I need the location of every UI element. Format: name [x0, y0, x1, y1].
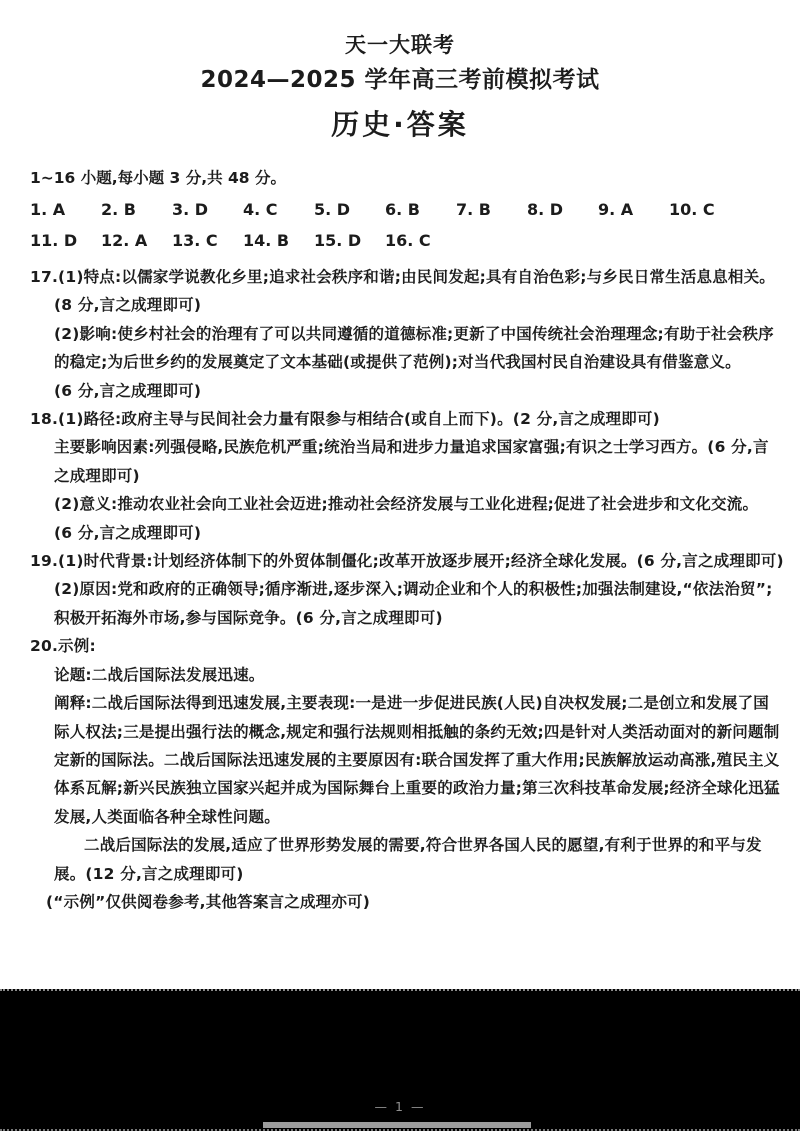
answer-line: 二战后国际法的发展,适应了世界形势发展的需要,符合世界各国人民的愿望,有利于世界的和平与发 — [84, 836, 762, 855]
question-19-answer — [30, 547, 784, 632]
answer-line: 定新的国际法。二战后国际法迅速发展的主要原因有:联合国发挥了重大作用;民族解放运动高涨,殖民主义 — [54, 750, 780, 769]
mc-answer-5: 5. D — [314, 200, 351, 219]
mc-answer-7: 7. B — [456, 200, 491, 219]
answer-line: 发展,人类面临各种全球性问题。 — [54, 807, 280, 826]
mc-answer-16: 16. C — [385, 231, 431, 250]
mc-answer-10: 10. C — [669, 200, 715, 219]
answer-line: 主要影响因素:列强侵略,民族危机严重;统治当局和进步力量追求国家富强;有识之士学习西方。(6 分,言 — [54, 438, 769, 457]
mc-answer-14: 14. B — [243, 231, 290, 250]
scrollbar-thumb[interactable] — [263, 1122, 531, 1128]
mc-answers-row-1 — [30, 200, 780, 220]
answer-line: 积极开拓海外市场,参与国际竞争。(6 分,言之成理即可) — [54, 608, 443, 627]
mc-answer-6: 6. B — [385, 200, 420, 219]
answer-line: 展。(12 分,言之成理即可) — [54, 864, 244, 883]
question-20-answer — [30, 632, 780, 916]
mc-answer-1: 1. A — [30, 200, 66, 219]
mc-answers-row-2 — [30, 231, 780, 251]
free-response-answers — [30, 263, 784, 916]
answer-line: 体系瓦解;新兴民族独立国家兴起并成为国际舞台上重要的政治力量;第三次科技革命发展;经济全球化迅猛 — [54, 779, 780, 798]
mc-scoring-instruction: 1~16 小题,每小题 3 分,共 48 分。 — [30, 169, 286, 187]
answer-line: 之成理即可) — [54, 466, 140, 485]
answer-line: (8 分,言之成理即可) — [54, 296, 202, 315]
mc-answer-2: 2. B — [101, 200, 136, 219]
exam-organization-title: 天一大联考 — [345, 33, 455, 57]
mc-answer-3: 3. D — [172, 200, 209, 219]
answer-line: 论题:二战后国际法发展迅速。 — [54, 665, 265, 684]
mc-answer-13: 13. C — [172, 231, 218, 250]
answer-line: (2)意义:推动农业社会向工业社会迈进;推动社会经济发展与工业化进程;促进了社会进步和文化交流。 — [54, 495, 759, 514]
answer-line: 际人权法;三是提出强行法的概念,规定和强行法规则相抵触的条约无效;四是针对人类活动面对的新问题制 — [54, 722, 780, 741]
answer-line: (6 分,言之成理即可) — [54, 523, 202, 542]
answer-line: 20.示例: — [30, 637, 96, 656]
answer-line: 19.(1)时代背景:计划经济体制下的外贸体制僵化;改革开放逐步展开;经济全球化发展。(6 分,言之成理即可) — [30, 552, 784, 571]
mc-answer-11: 11. D — [30, 231, 78, 250]
answer-line: 18.(1)路径:政府主导与民间社会力量有限参与相结合(或自上而下)。(2 分,言之成理即可) — [30, 410, 660, 429]
answer-line: (6 分,言之成理即可) — [54, 381, 202, 400]
mc-answer-12: 12. A — [101, 231, 148, 250]
answer-line: 的稳定;为后世乡约的发展奠定了文本基础(或提供了范例);对当代我国村民自治建设具有借鉴意义。 — [54, 353, 741, 372]
mc-answer-8: 8. D — [527, 200, 564, 219]
subject-answer-title: 历史·答案 — [331, 108, 469, 141]
answer-line: (2)原因:党和政府的正确领导;循序渐进,逐步深入;调动企业和个人的积极性;加强法制建设,“依法治贸”; — [54, 580, 773, 599]
document-header — [0, 0, 800, 141]
viewer-letterbox — [0, 989, 800, 1131]
answer-line: 阐释:二战后国际法得到迅速发展,主要表现:一是进一步促进民族(人民)自决权发展;二是创立和发展了国 — [54, 694, 769, 713]
answer-sheet-body — [0, 168, 800, 916]
page-number: — 1 — — [374, 1099, 426, 1114]
question-17-answer — [30, 263, 780, 405]
answer-line: 17.(1)特点:以儒家学说教化乡里;追求社会秩序和谐;由民间发起;具有自治色彩;与乡民日常生活息息相关。 — [30, 268, 776, 286]
mc-answer-9: 9. A — [598, 200, 634, 219]
question-18-answer — [30, 405, 780, 547]
mc-answer-4: 4. C — [243, 200, 278, 219]
exam-session-title: 2024—2025 学年高三考前模拟考试 — [200, 67, 600, 93]
answer-line: (2)影响:使乡村社会的治理有了可以共同遵循的道德标准;更新了中国传统社会治理理念;有助于社会秩序 — [54, 324, 774, 343]
grading-note-line: (“示例”仅供阅卷参考,其他答案言之成理亦可) — [46, 892, 371, 911]
mc-answer-15: 15. D — [314, 231, 362, 250]
